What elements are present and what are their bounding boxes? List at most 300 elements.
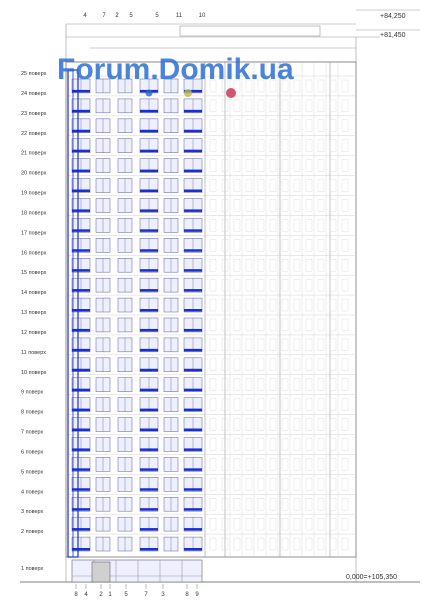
balcony-glazing: [72, 110, 90, 113]
balcony-glazing: [72, 548, 90, 551]
window-light: [270, 379, 276, 391]
window-light: [330, 299, 336, 311]
window-light: [342, 120, 348, 132]
balcony-glazing: [140, 488, 158, 491]
balcony-glazing: [72, 528, 90, 531]
bottom-axis-label: 9: [195, 592, 199, 598]
window-light: [306, 160, 312, 172]
window-light: [294, 439, 300, 451]
window-light: [294, 279, 300, 291]
balcony-glazing: [140, 548, 158, 551]
floor-label: 18 поверх: [21, 210, 47, 217]
window-light: [318, 140, 324, 152]
floor-label: 1 поверх: [21, 566, 44, 572]
window-light: [246, 219, 252, 231]
marker-dot-blue: [146, 90, 153, 97]
storefront: [72, 560, 202, 582]
window-light: [210, 399, 216, 411]
window-light: [318, 319, 324, 331]
window-light: [270, 399, 276, 411]
window-light: [270, 259, 276, 271]
balcony-glazing: [184, 130, 202, 133]
window-light: [306, 419, 312, 431]
window-light: [282, 219, 288, 231]
window-light: [246, 160, 252, 172]
balcony-glazing: [140, 409, 158, 412]
balcony-glazing: [184, 170, 202, 173]
window-light: [330, 100, 336, 112]
window-light: [282, 538, 288, 550]
balcony-glazing: [72, 349, 90, 352]
window-light: [318, 518, 324, 530]
window-light: [210, 140, 216, 152]
bottom-axis-label: 2: [99, 592, 103, 598]
window-light: [342, 498, 348, 510]
balcony-glazing: [140, 389, 158, 392]
window-light: [258, 180, 264, 192]
window-light: [246, 478, 252, 490]
window-light: [234, 200, 240, 212]
window-light: [306, 478, 312, 490]
window-light: [234, 180, 240, 192]
window-light: [306, 458, 312, 470]
window-light: [294, 319, 300, 331]
window-light: [318, 458, 324, 470]
window-light: [258, 478, 264, 490]
balcony-glazing: [184, 429, 202, 432]
balcony-glazing: [184, 349, 202, 352]
window-light: [318, 239, 324, 251]
floor-label: 25 поверх: [21, 71, 47, 77]
window-light: [330, 259, 336, 271]
window-light: [306, 180, 312, 192]
window-light: [306, 359, 312, 371]
window-light: [294, 259, 300, 271]
window-light: [234, 259, 240, 271]
bottom-axis-label: 4: [84, 592, 88, 598]
window-light: [342, 219, 348, 231]
window-light: [330, 140, 336, 152]
window-light: [258, 339, 264, 351]
window-light: [318, 538, 324, 550]
window-light: [342, 379, 348, 391]
balcony-glazing: [72, 429, 90, 432]
window-light: [294, 299, 300, 311]
balcony-glazing: [184, 508, 202, 511]
bottom-axis-label: 5: [124, 592, 128, 598]
floor-label: 11 поверх: [21, 349, 46, 356]
window-light: [294, 538, 300, 550]
window-light: [246, 279, 252, 291]
window-light: [210, 200, 216, 212]
window-light: [330, 279, 336, 291]
balcony-glazing: [72, 508, 90, 511]
top-axis-label: 11: [175, 13, 183, 19]
window-light: [234, 279, 240, 291]
window-light: [306, 439, 312, 451]
window-light: [258, 458, 264, 470]
balcony-glazing: [184, 269, 202, 272]
bottom-axis-label: 7: [144, 592, 148, 598]
window-light: [246, 299, 252, 311]
window-light: [294, 140, 300, 152]
floor-label: 23 поверх: [21, 110, 47, 117]
window-light: [342, 518, 348, 530]
balcony-glazing: [72, 289, 90, 292]
window-light: [318, 219, 324, 231]
window-light: [258, 160, 264, 172]
window-light: [282, 478, 288, 490]
balcony-glazing: [72, 190, 90, 193]
window-light: [270, 538, 276, 550]
window-light: [258, 319, 264, 331]
window-light: [234, 419, 240, 431]
window-light: [306, 538, 312, 550]
window-light: [282, 518, 288, 530]
window-light: [258, 359, 264, 371]
window-light: [330, 379, 336, 391]
window-light: [246, 439, 252, 451]
balcony-glazing: [184, 249, 202, 252]
window-light: [294, 200, 300, 212]
window-light: [210, 458, 216, 470]
window-light: [270, 180, 276, 192]
balcony-glazing: [140, 249, 158, 252]
window-light: [330, 180, 336, 192]
window-light: [330, 200, 336, 212]
window-light: [210, 498, 216, 510]
window-light: [306, 140, 312, 152]
floor-label: 19 поверх: [21, 190, 47, 197]
balcony-glazing: [140, 269, 158, 272]
window-light: [246, 518, 252, 530]
window-light: [330, 439, 336, 451]
window-light: [282, 439, 288, 451]
window-light: [210, 160, 216, 172]
window-light: [270, 120, 276, 132]
balcony-glazing: [72, 249, 90, 252]
window-light: [270, 339, 276, 351]
window-light: [282, 399, 288, 411]
window-light: [318, 399, 324, 411]
window-light: [258, 259, 264, 271]
window-light: [306, 100, 312, 112]
bottom-axis-label: 8: [185, 592, 189, 598]
window-light: [246, 498, 252, 510]
window-light: [258, 140, 264, 152]
window-light: [294, 339, 300, 351]
bottom-axis-label: 1: [108, 592, 112, 598]
floor-label: 21 поверх: [21, 150, 47, 157]
window-light: [318, 498, 324, 510]
window-light: [270, 439, 276, 451]
window-light: [246, 180, 252, 192]
top-axis-label: 7: [102, 13, 106, 19]
window-light: [246, 140, 252, 152]
balcony-glazing: [184, 329, 202, 332]
window-light: [342, 160, 348, 172]
window-light: [258, 518, 264, 530]
window-light: [234, 439, 240, 451]
window-light: [282, 180, 288, 192]
top-axis-label: 5: [155, 13, 159, 19]
window-light: [210, 379, 216, 391]
balcony-glazing: [72, 468, 90, 471]
balcony-glazing: [184, 389, 202, 392]
window-light: [258, 219, 264, 231]
floor-label: 24 поверх: [21, 90, 47, 97]
window-light: [270, 279, 276, 291]
window-light: [318, 279, 324, 291]
floor-label: 20 поверх: [21, 170, 47, 177]
balcony-glazing: [140, 349, 158, 352]
balcony-glazing: [72, 150, 90, 153]
window-light: [258, 279, 264, 291]
window-light: [234, 219, 240, 231]
balcony-glazing: [140, 329, 158, 332]
window-light: [318, 299, 324, 311]
window-light: [258, 498, 264, 510]
window-light: [210, 419, 216, 431]
window-light: [234, 458, 240, 470]
window-light: [342, 299, 348, 311]
window-light: [282, 419, 288, 431]
balcony-glazing: [140, 190, 158, 193]
window-light: [318, 100, 324, 112]
window-light: [270, 458, 276, 470]
window-light: [294, 478, 300, 490]
floor-label: 22 поверх: [21, 130, 47, 137]
window-light: [210, 518, 216, 530]
window-light: [234, 498, 240, 510]
window-light: [234, 239, 240, 251]
window-light: [330, 458, 336, 470]
balcony-glazing: [72, 269, 90, 272]
floor-label: 14 поверх: [21, 290, 47, 297]
window-light: [246, 538, 252, 550]
window-light: [282, 160, 288, 172]
window-light: [258, 419, 264, 431]
bottom-axis-label: 3: [161, 592, 165, 598]
window-light: [270, 140, 276, 152]
window-light: [210, 359, 216, 371]
window-light: [246, 359, 252, 371]
elevation-ground-label: 0,000=+105,350: [346, 574, 397, 581]
window-light: [282, 259, 288, 271]
balcony-glazing: [140, 369, 158, 372]
window-light: [210, 100, 216, 112]
window-light: [330, 498, 336, 510]
window-light: [282, 200, 288, 212]
window-light: [294, 219, 300, 231]
window-light: [210, 339, 216, 351]
window-light: [342, 259, 348, 271]
window-light: [234, 319, 240, 331]
window-light: [246, 200, 252, 212]
balcony-glazing: [72, 130, 90, 133]
balcony-glazing: [184, 369, 202, 372]
window-light: [282, 239, 288, 251]
balcony-glazing: [184, 229, 202, 232]
balcony-glazing: [140, 209, 158, 212]
window-light: [234, 379, 240, 391]
window-light: [270, 160, 276, 172]
window-light: [234, 478, 240, 490]
balcony-glazing: [72, 329, 90, 332]
window-light: [342, 439, 348, 451]
window-light: [318, 80, 324, 92]
window-light: [282, 299, 288, 311]
floor-label: 10 поверх: [21, 369, 47, 376]
balcony-glazing: [140, 289, 158, 292]
machine-room-box: [180, 26, 320, 36]
window-light: [282, 379, 288, 391]
balcony-glazing: [140, 429, 158, 432]
window-light: [282, 458, 288, 470]
window-light: [210, 279, 216, 291]
window-light: [246, 259, 252, 271]
balcony-glazing: [140, 309, 158, 312]
window-light: [282, 498, 288, 510]
window-light: [342, 279, 348, 291]
floor-label: 17 поверх: [21, 230, 47, 237]
window-light: [306, 498, 312, 510]
window-light: [246, 239, 252, 251]
balcony-glazing: [140, 448, 158, 451]
window-light: [306, 299, 312, 311]
balcony-glazing: [184, 110, 202, 113]
window-light: [318, 160, 324, 172]
window-light: [330, 80, 336, 92]
window-light: [318, 200, 324, 212]
balcony-glazing: [140, 528, 158, 531]
window-light: [330, 160, 336, 172]
window-light: [342, 458, 348, 470]
window-light: [342, 100, 348, 112]
window-light: [234, 339, 240, 351]
window-light: [318, 439, 324, 451]
window-light: [282, 100, 288, 112]
window-light: [246, 339, 252, 351]
balcony-glazing: [184, 190, 202, 193]
window-light: [282, 279, 288, 291]
window-light: [294, 120, 300, 132]
window-light: [246, 458, 252, 470]
floor-label: 7 поверх: [21, 429, 44, 436]
window-light: [210, 299, 216, 311]
window-light: [234, 100, 240, 112]
window-light: [234, 538, 240, 550]
window-light: [282, 339, 288, 351]
window-light: [258, 399, 264, 411]
balcony-glazing: [140, 150, 158, 153]
window-light: [342, 140, 348, 152]
window-light: [306, 379, 312, 391]
window-light: [270, 359, 276, 371]
window-light: [246, 319, 252, 331]
window-light: [210, 319, 216, 331]
window-light: [294, 180, 300, 192]
watermark: Forum.Domik.ua: [57, 53, 294, 86]
balcony-glazing: [184, 209, 202, 212]
balcony-glazing: [184, 468, 202, 471]
elevation-top-label: +84,250: [380, 13, 406, 20]
floor-label: 6 поверх: [21, 449, 44, 456]
floor-label: 2 поверх: [21, 529, 44, 536]
window-light: [210, 259, 216, 271]
window-light: [330, 399, 336, 411]
window-light: [330, 219, 336, 231]
window-light: [318, 180, 324, 192]
balcony-glazing: [184, 488, 202, 491]
window-light: [306, 399, 312, 411]
window-light: [270, 200, 276, 212]
top-axis-label: 2: [115, 13, 119, 19]
window-light: [294, 518, 300, 530]
window-light: [330, 419, 336, 431]
window-light: [342, 239, 348, 251]
balcony-glazing: [72, 389, 90, 392]
window-light: [306, 279, 312, 291]
window-light: [330, 120, 336, 132]
balcony-glazing: [140, 229, 158, 232]
window-light: [234, 299, 240, 311]
floor-label: 9 поверх: [21, 389, 44, 396]
balcony-glazing: [184, 309, 202, 312]
window-light: [330, 339, 336, 351]
window-light: [306, 120, 312, 132]
window-light: [210, 439, 216, 451]
window-light: [306, 259, 312, 271]
window-light: [330, 478, 336, 490]
window-light: [258, 538, 264, 550]
balcony-glazing: [72, 209, 90, 212]
balcony-glazing: [72, 409, 90, 412]
balcony-glazing: [72, 170, 90, 173]
window-light: [342, 478, 348, 490]
window-light: [294, 419, 300, 431]
window-light: [318, 120, 324, 132]
window-light: [234, 399, 240, 411]
window-light: [270, 518, 276, 530]
elevation-roof-label: +81,450: [380, 32, 406, 39]
window-light: [282, 359, 288, 371]
floor-label: 15 поверх: [21, 270, 47, 277]
window-light: [342, 319, 348, 331]
window-light: [258, 200, 264, 212]
window-light: [258, 100, 264, 112]
window-light: [270, 498, 276, 510]
window-light: [270, 478, 276, 490]
window-light: [306, 200, 312, 212]
window-light: [270, 219, 276, 231]
balcony-glazing: [72, 90, 90, 93]
balcony-glazing: [184, 409, 202, 412]
window-light: [306, 319, 312, 331]
marker-dot-olive: [184, 89, 192, 97]
balcony-glazing: [184, 150, 202, 153]
window-light: [270, 319, 276, 331]
bottom-axis-label: 8: [74, 592, 78, 598]
window-light: [330, 518, 336, 530]
balcony-glazing: [140, 130, 158, 133]
entrance-door: [92, 562, 110, 582]
top-axis-label: 4: [83, 13, 87, 19]
window-light: [210, 180, 216, 192]
window-light: [330, 538, 336, 550]
window-light: [330, 319, 336, 331]
balcony-glazing: [72, 309, 90, 312]
